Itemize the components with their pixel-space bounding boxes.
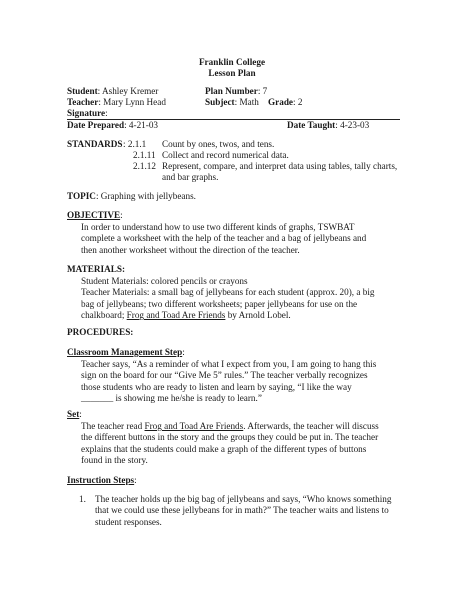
step-line: student responses.	[95, 516, 162, 527]
student-materials-line: Student Materials: colored pencils or crayons	[81, 276, 248, 286]
set-first-line	[81, 421, 379, 432]
objective-line: In order to understand how to use two different kinds of graphs, TSWBAT	[81, 222, 355, 232]
step-paragraph	[95, 494, 391, 528]
step-number: 1.	[79, 494, 86, 504]
materials-last-line	[81, 310, 375, 321]
classroom-management-line: Teacher says, “As a reminder of what I expect from you, I am going to hang this	[81, 359, 377, 369]
objective-heading: OBJECTIVE	[67, 210, 121, 220]
standard-text: Represent, compare, and interpret data using tables, tally charts,	[162, 161, 398, 171]
date-taught-label: Date Taught	[287, 120, 336, 130]
objective-line: complete a worksheet with the help of the teacher and a bag of jellybeans and	[81, 233, 367, 244]
standards-heading: STANDARDS	[67, 139, 123, 149]
step-line: The teacher holds up the big bag of jellybeans and says, “Who knows something	[95, 494, 392, 504]
classroom-management-line: sign on the board for our “Give Me 5” rules.” The teacher verbally recognizes	[81, 370, 368, 381]
step-line: that we could use these jellybeans for in math?” The teacher waits and listens to	[95, 505, 389, 516]
date-prepared-value: : 4-21-03	[124, 120, 159, 130]
set-line: found in the story.	[81, 455, 148, 466]
plan-number-value: : 7	[257, 86, 268, 96]
topic-heading: TOPIC	[67, 191, 96, 201]
standard-code: 2.1.11	[133, 150, 156, 160]
standard-code: 2.1.12	[133, 161, 156, 171]
instruction-colon: :	[134, 475, 137, 485]
set-heading-row	[67, 409, 82, 420]
standard-text: Collect and record numerical data.	[162, 150, 289, 160]
plan-number-label: Plan Number	[205, 86, 258, 96]
book-title: Frog and Toad Are Friends	[144, 421, 244, 431]
classroom-management-paragraph	[81, 359, 376, 405]
grade-row	[268, 97, 302, 108]
classroom-management-line: _______ is showing me he/she is ready to learn.”	[81, 393, 262, 404]
classroom-management-heading: Classroom Management Step	[67, 347, 183, 357]
classroom-management-line: those students who are ready to listen and learn by saying, “I like the way	[81, 381, 352, 392]
standard-text: and bar graphs.	[162, 172, 219, 182]
student-label: Student	[67, 86, 98, 96]
set-colon: :	[79, 409, 82, 419]
plan-number-row	[205, 86, 267, 97]
procedures-heading: PROCEDURES:	[67, 327, 134, 337]
set-line: explains that the students could make a graph of the different types of buttons	[81, 443, 367, 454]
topic-row	[67, 191, 196, 202]
objective-heading-row	[67, 210, 123, 221]
instruction-heading: Instruction Steps	[67, 475, 135, 485]
set-line-prefix: The teacher read	[81, 421, 145, 431]
teacher-materials-line: bag of jellybeans; two different worksheets; paper jellybeans for use on the	[81, 298, 358, 309]
teacher-label: Teacher	[67, 97, 99, 107]
subject-label: Subject	[205, 97, 235, 107]
signature-label: Signature	[67, 108, 106, 118]
grade-label: Grade	[268, 97, 294, 107]
objective-line: then another worksheet without the direction of the teacher.	[81, 244, 300, 255]
date-taught-value: : 4-23-03	[335, 120, 370, 130]
student-row	[67, 86, 158, 97]
date-prepared-row	[67, 120, 158, 131]
set-line-suffix: . Afterwards, the teacher will discuss	[243, 421, 379, 431]
signature-row	[67, 108, 108, 119]
subject-row	[205, 97, 259, 108]
book-title: Frog and Toad Are Friends	[126, 310, 226, 321]
college-name: Franklin College	[198, 57, 266, 67]
materials-paragraph	[81, 276, 375, 322]
materials-heading: MATERIALS:	[67, 264, 126, 274]
date-prepared-label: Date Prepared	[67, 120, 125, 130]
student-value: : Ashley Kremer	[97, 86, 159, 96]
classroom-management-colon: :	[182, 347, 185, 357]
topic-text: : Graphing with jellybeans.	[95, 191, 196, 201]
objective-colon: :	[120, 210, 123, 220]
set-paragraph	[81, 421, 379, 467]
materials-last-suffix: by Arnold Lobel.	[225, 310, 291, 321]
set-heading: Set	[67, 409, 80, 419]
teacher-materials-line: Teacher Materials: a small bag of jellybeans for each student (approx. 20), a big	[81, 287, 375, 298]
classroom-management-heading-row	[67, 347, 185, 358]
teacher-value: : Mary Lynn Head	[98, 97, 166, 107]
date-taught-row	[287, 120, 369, 131]
materials-last-prefix: chalkboard;	[81, 310, 127, 321]
teacher-row	[67, 97, 166, 108]
standard-text: Count by ones, twos, and tens.	[162, 139, 275, 149]
set-line: the different buttons in the story and the groups they could be put in. The teacher	[81, 432, 379, 443]
document-title: Lesson Plan	[208, 68, 256, 78]
signature-value: :	[105, 108, 108, 118]
instruction-heading-row	[67, 475, 137, 486]
objective-paragraph	[81, 222, 366, 256]
standard-code: : 2.1.1	[123, 139, 147, 149]
grade-value: : 2	[293, 97, 303, 107]
subject-value: : Math	[234, 97, 259, 107]
